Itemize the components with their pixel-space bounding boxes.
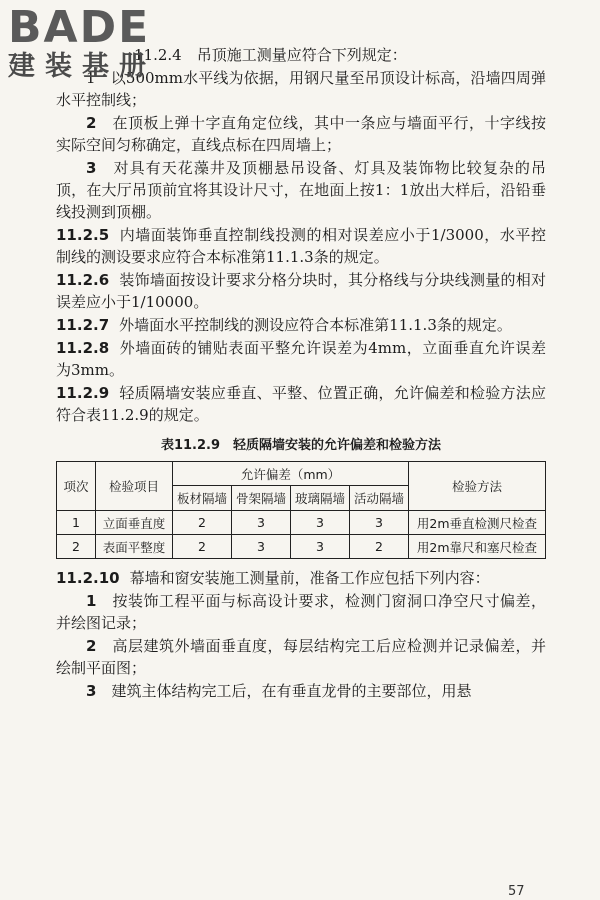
item-text: 建筑主体结构完工后，在有垂直龙骨的主要部位，用悬	[111, 682, 472, 700]
item-text: 对具有天花藻井及顶棚悬吊设备、灯具及装饰物比较复杂的吊顶，在大厅吊顶前宜将其设计尺寸，在地面上按1：1放出大样后，沿铅垂线投测到顶棚。	[56, 159, 546, 221]
cell-item: 表面平整度	[96, 535, 173, 559]
item-number: 3	[86, 682, 97, 700]
header-method: 检验方法	[409, 462, 546, 511]
clause-number: 11.2.10	[56, 569, 120, 587]
clause-11-2-7	[56, 314, 546, 336]
clause-text: 外墙面水平控制线的测设应符合本标准第11.1.3条的规定。	[119, 316, 512, 334]
item-text: 在顶板上弹十字直角定位线，其中一条应与墙面平行，十字线按实际空间匀称确定，直线点标在四周墙上；	[56, 114, 546, 154]
cell-no: 1	[57, 511, 96, 535]
header-no: 项次	[57, 462, 96, 511]
cell-value: 3	[350, 511, 409, 535]
clause-11-2-4-item-3	[56, 157, 546, 223]
clause-11-2-8	[56, 337, 546, 381]
clause-text: 幕墙和窗安装施工测量前，准备工作应包括下列内容：	[129, 569, 490, 587]
logo	[8, 2, 156, 82]
clause-text: 内墙面装饰垂直控制线投测的相对误差应小于1/3000，水平控制线的测设要求应符合本标准第11.1.3条的规定。	[56, 226, 546, 266]
page-number: 57	[508, 884, 525, 899]
clause-11-2-4-item-2	[56, 112, 546, 156]
table-row	[57, 535, 546, 559]
clause-text: 轻质隔墙安装应垂直、平整、位置正确，允许偏差和检验方法应符合表11.2.9的规定。	[56, 384, 546, 424]
clause-11-2-10-item-3	[56, 680, 546, 702]
cell-value: 3	[232, 535, 291, 559]
document-body	[56, 44, 546, 703]
clause-text: 外墙面砖的铺贴表面平整允许误差为4mm，立面垂直允许误差为3mm。	[56, 339, 546, 379]
item-text: 高层建筑外墙面垂直度，每层结构完工后应检测并记录偏差，并绘制平面图；	[56, 637, 546, 677]
cell-value: 3	[291, 535, 350, 559]
item-number: 2	[86, 637, 97, 655]
subheader-board-wall: 板材隔墙	[173, 486, 232, 511]
item-number: 1	[86, 592, 97, 610]
clause-11-2-6	[56, 269, 546, 313]
cell-value: 2	[173, 535, 232, 559]
logo-subtitle: 建装基册	[8, 51, 156, 82]
cell-value: 3	[291, 511, 350, 535]
cell-no: 2	[57, 535, 96, 559]
clause-11-2-9	[56, 382, 546, 426]
item-text: 按装饰工程平面与标高设计要求，检测门窗洞口净空尺寸偏差，并绘图记录；	[56, 592, 546, 632]
table-caption: 表11.2.9 轻质隔墙安装的允许偏差和检验方法	[160, 438, 442, 453]
clause-number: 11.2.6	[56, 271, 110, 289]
subheader-movable-wall: 活动隔墙	[350, 486, 409, 511]
header-allowance: 允许偏差（mm）	[173, 462, 409, 486]
item-number: 3	[86, 159, 97, 177]
table-row	[57, 511, 546, 535]
clause-number: 11.2.8	[56, 339, 110, 357]
cell-value: 2	[350, 535, 409, 559]
cell-value: 2	[173, 511, 232, 535]
clause-11-2-4-text: 11.2.4 吊顶施工测量应符合下列规定：	[134, 46, 407, 64]
table-header-row	[57, 462, 546, 486]
clause-text: 装饰墙面按设计要求分格分块时，其分格线与分块线测量的相对误差应小于1/10000。	[56, 271, 546, 311]
clause-11-2-5	[56, 224, 546, 268]
item-number: 2	[86, 114, 97, 132]
cell-value: 3	[232, 511, 291, 535]
clause-number: 11.2.5	[56, 226, 110, 244]
cell-method: 用2m靠尺和塞尺检查	[409, 535, 546, 559]
item-text: 1 以500mm水平线为依据，用钢尺量至吊顶设计标高，沿墙四周弹水平控制线；	[56, 69, 546, 109]
clause-number: 11.2.9	[56, 384, 110, 402]
clause-11-2-10	[56, 567, 546, 589]
clause-number: 11.2.7	[56, 316, 110, 334]
cell-item: 立面垂直度	[96, 511, 173, 535]
clause-11-2-10-item-1	[56, 590, 546, 634]
cell-method: 用2m垂直检测尺检查	[409, 511, 546, 535]
header-item: 检验项目	[96, 462, 173, 511]
subheader-glass-wall: 玻璃隔墙	[291, 486, 350, 511]
deviation-table	[56, 461, 546, 559]
subheader-frame-wall: 骨架隔墙	[232, 486, 291, 511]
clause-11-2-10-item-2	[56, 635, 546, 679]
logo-wordmark: BADE	[8, 2, 151, 53]
